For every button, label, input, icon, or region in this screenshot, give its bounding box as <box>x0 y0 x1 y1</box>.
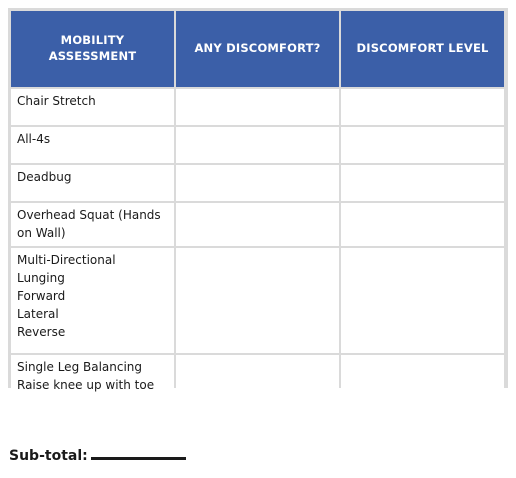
mobility-assessment-table <box>8 8 508 392</box>
row-chair-stretch-label: Chair Stretch <box>11 89 174 125</box>
row-single-leg-balancing-discomfort-cell[interactable] <box>176 355 339 395</box>
row-all-4s-label: All-4s <box>11 127 174 163</box>
subtotal-blank-line[interactable] <box>91 457 186 460</box>
subtotal-section <box>9 448 186 464</box>
row-overhead-squat-level-cell[interactable] <box>341 203 504 246</box>
row-all-4s-discomfort-cell[interactable] <box>176 127 339 163</box>
row-multi-directional-lunging-discomfort-cell[interactable] <box>176 248 339 353</box>
row-chair-stretch-discomfort-cell[interactable] <box>176 89 339 125</box>
row-deadbug-discomfort-cell[interactable] <box>176 165 339 201</box>
row-chair-stretch-level-cell[interactable] <box>341 89 504 125</box>
row-multi-directional-lunging-level-cell[interactable] <box>341 248 504 353</box>
header-any-discomfort: ANY DISCOMFORT? <box>176 11 339 87</box>
table-grid <box>11 11 504 395</box>
row-multi-directional-lunging-label: Multi-Directional Lunging Forward Lateral Reverse <box>11 248 174 353</box>
subtotal-label: Sub-total: <box>9 448 88 464</box>
header-discomfort-level: DISCOMFORT LEVEL <box>341 11 504 87</box>
row-overhead-squat-label: Overhead Squat (Hands on Wall) <box>11 203 174 246</box>
row-all-4s-level-cell[interactable] <box>341 127 504 163</box>
row-deadbug-label: Deadbug <box>11 165 174 201</box>
row-single-leg-balancing-level-cell[interactable] <box>341 355 504 395</box>
header-mobility-assessment: MOBILITY ASSESSMENT <box>11 11 174 87</box>
row-deadbug-level-cell[interactable] <box>341 165 504 201</box>
row-overhead-squat-discomfort-cell[interactable] <box>176 203 339 246</box>
row-single-leg-balancing-label: Single Leg Balancing Raise knee up with toe <box>11 355 174 395</box>
